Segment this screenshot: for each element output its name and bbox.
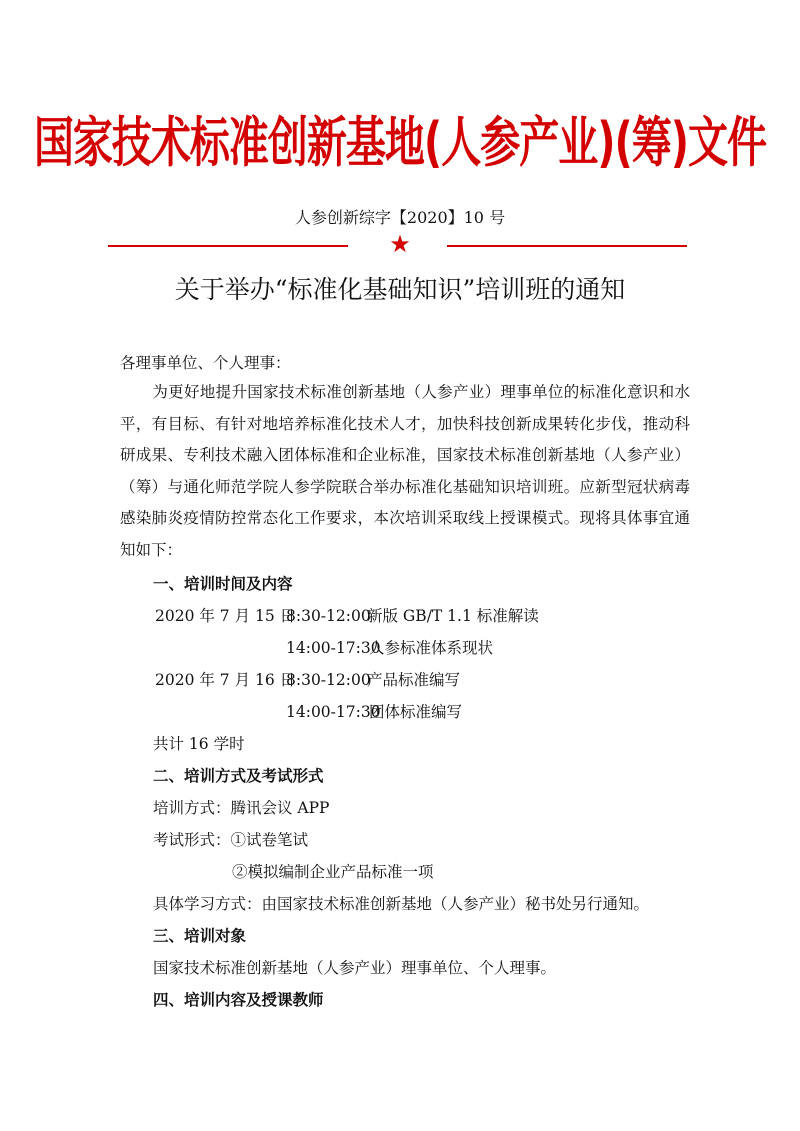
intro-paragraph [120, 377, 690, 566]
section-heading-2: 二、培训方式及考试形式 [153, 767, 324, 785]
schedule-topic: 人参标准体系现状 [369, 639, 494, 657]
masthead: 国家技术标准创新基地(人参产业)(筹)文件 [33, 112, 767, 175]
intro-paragraph-text: 为更好地提升国家技术标准创新基地（人参产业）理事单位的标准化意识和水平，有目标、有针对地培养标准化技术人才，加快科技创新成果转化步伐，推动科研成果、专利技术融入团体标准和企业标准，国家技术标准创新基地（人参产业）（筹）与通化师范学院人参学院联合举办标准化基础知识培训班。应新型冠状病毒感染肺炎疫情防控常态化工作要求，本次培训采取线上授课模式。现将具体事宜通知如下： [120, 383, 690, 559]
exam-form-1: 考试形式：①试卷笔试 [153, 831, 309, 849]
salutation: 各理事单位、个人理事： [120, 354, 291, 372]
document-number: 人参创新综字【2020】10 号 [294, 208, 506, 227]
divider-rule-left [108, 245, 348, 247]
schedule-topic: 新版 GB/T 1.1 标准解读 [367, 607, 539, 625]
study-method: 具体学习方式：由国家技术标准创新基地（人参产业）秘书处另行通知。 [153, 895, 650, 913]
schedule-time: 14:00-17:30 [286, 639, 381, 657]
schedule-topic: 团体标准编写 [369, 703, 463, 721]
schedule-topic: 产品标准编写 [367, 671, 461, 689]
exam-form-2: ②模拟编制企业产品标准一项 [232, 863, 434, 881]
section-heading-3: 三、培训对象 [153, 927, 247, 945]
training-method: 培训方式：腾讯会议 APP [153, 799, 330, 817]
total-hours: 共计 16 学时 [153, 735, 245, 753]
section-heading-1: 一、培训时间及内容 [153, 575, 293, 593]
schedule-time: 14:00-17:30 [286, 703, 381, 721]
divider-rule-right [447, 245, 687, 247]
section-heading-4: 四、培训内容及授课教师 [153, 991, 324, 1009]
training-audience: 国家技术标准创新基地（人参产业）理事单位、个人理事。 [153, 959, 557, 977]
schedule-time: 8:30-12:00 [286, 671, 371, 689]
schedule-time: 8:30-12:00 [286, 607, 371, 625]
schedule-date: 2020 年 7 月 15 日 [155, 607, 296, 625]
star-icon: ★ [389, 230, 411, 258]
notice-title: 关于举办“标准化基础知识”培训班的通知 [174, 275, 626, 304]
schedule-date: 2020 年 7 月 16 日 [155, 671, 296, 689]
